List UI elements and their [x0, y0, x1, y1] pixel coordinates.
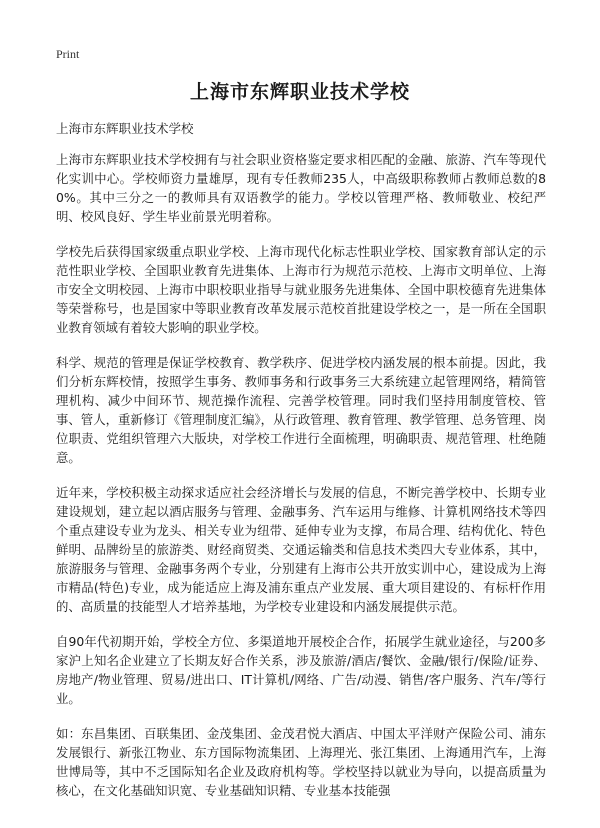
page-subtitle: 上海市东辉职业技术学校 — [56, 121, 194, 136]
paragraph: 自90年代初期开始，学校全方位、多渠道地开展校企合作，拓展学生就业途径，与200多家沪上知名企业建立了长期友好合作关系，涉及旅游/酒店/餐饮、金融/银行/保险/证券、房地产/物业管理、贸易/进出口、IT计算机/网络、广告/动漫、销售/客户服务、汽车/等行业。 — [56, 634, 546, 706]
print-link[interactable]: Print — [56, 47, 80, 61]
paragraph: 近年来，学校积极主动探求适应社会经济增长与发展的信息，不断完善学校中、长期专业建设规划，建立起以酒店服务与管理、金融事务、汽车运用与维修、计算机网络技术等四个重点建设专业为龙头、相关专业为纽带、延伸专业为支撑，布局合理、结构优化、特色鲜明、品牌纷呈的旅游类、财经商贸类、交通运输类和信息技术类四大专业体系，其中，旅游服务与管理、金融事务两个专业，分别建有上海市公共开放实训中心，建设成为上海市精品(特色)专业，成为能适应上海及浦东重点产业发展、重大项目建设的、有标杆作用的、高质量的技能型人才培养基地，为学校专业建设和内涵发展提供示范。 — [56, 485, 546, 614]
paragraph: 学校先后获得国家级重点职业学校、上海市现代化标志性职业学校、国家教育部认定的示范性职业学校、全国职业教育先进集体、上海市行为规范示范校、上海市文明单位、上海市安全文明校园、上海市中职校职业指导与就业服务先进集体、全国中职校德育先进集体等荣誉称号，也是国家中等职业教育改革发展示范校首批建设学校之一，是一所在全国职业教育领域有着较大影响的职业学校。 — [56, 244, 546, 335]
paragraph: 科学、规范的管理是保证学校教育、教学秩序、促进学校内涵发展的根本前提。因此，我们分析东辉校情，按照学生事务、教师事务和行政事务三大系统建立起管理网络，精简管理机构、减少中间环节、规范操作流程、完善学校管理。同时我们坚持用制度管校、管事、管人，重新修订《管理制度汇编》，从行政管理、教育管理、教学管理、总务管理、岗位职责、党组织管理六大版块，对学校工作进行全面梳理，明确职责、规范管理、杜绝随意。 — [56, 355, 546, 465]
paragraph: 上海市东辉职业技术学校拥有与社会职业资格鉴定要求相匹配的金融、旅游、汽车等现代化实训中心。学校师资力量雄厚，现有专任教师235人，中高级职称教师占教师总数的80%。其中三分之一的教师具有双语教学的能力。学校以管理严格、教师敬业、校纪严明、校风良好、学生毕业前景光明着称。 — [56, 152, 546, 224]
page-title: 上海市东辉职业技术学校 — [189, 81, 410, 103]
paragraph: 如：东昌集团、百联集团、金茂集团、金茂君悦大酒店、中国太平洋财产保险公司、浦东发展银行、新张江物业、东方国际物流集团、上海理光、张江集团、上海通用汽车，上海世博局等，其中不乏国际知名企业及政府机构等。学校坚持以就业为导向，以提高质量为核心，在文化基础知识宽、专业基础知识精、专业基本技能强 — [56, 726, 546, 798]
article-body — [56, 150, 546, 816]
